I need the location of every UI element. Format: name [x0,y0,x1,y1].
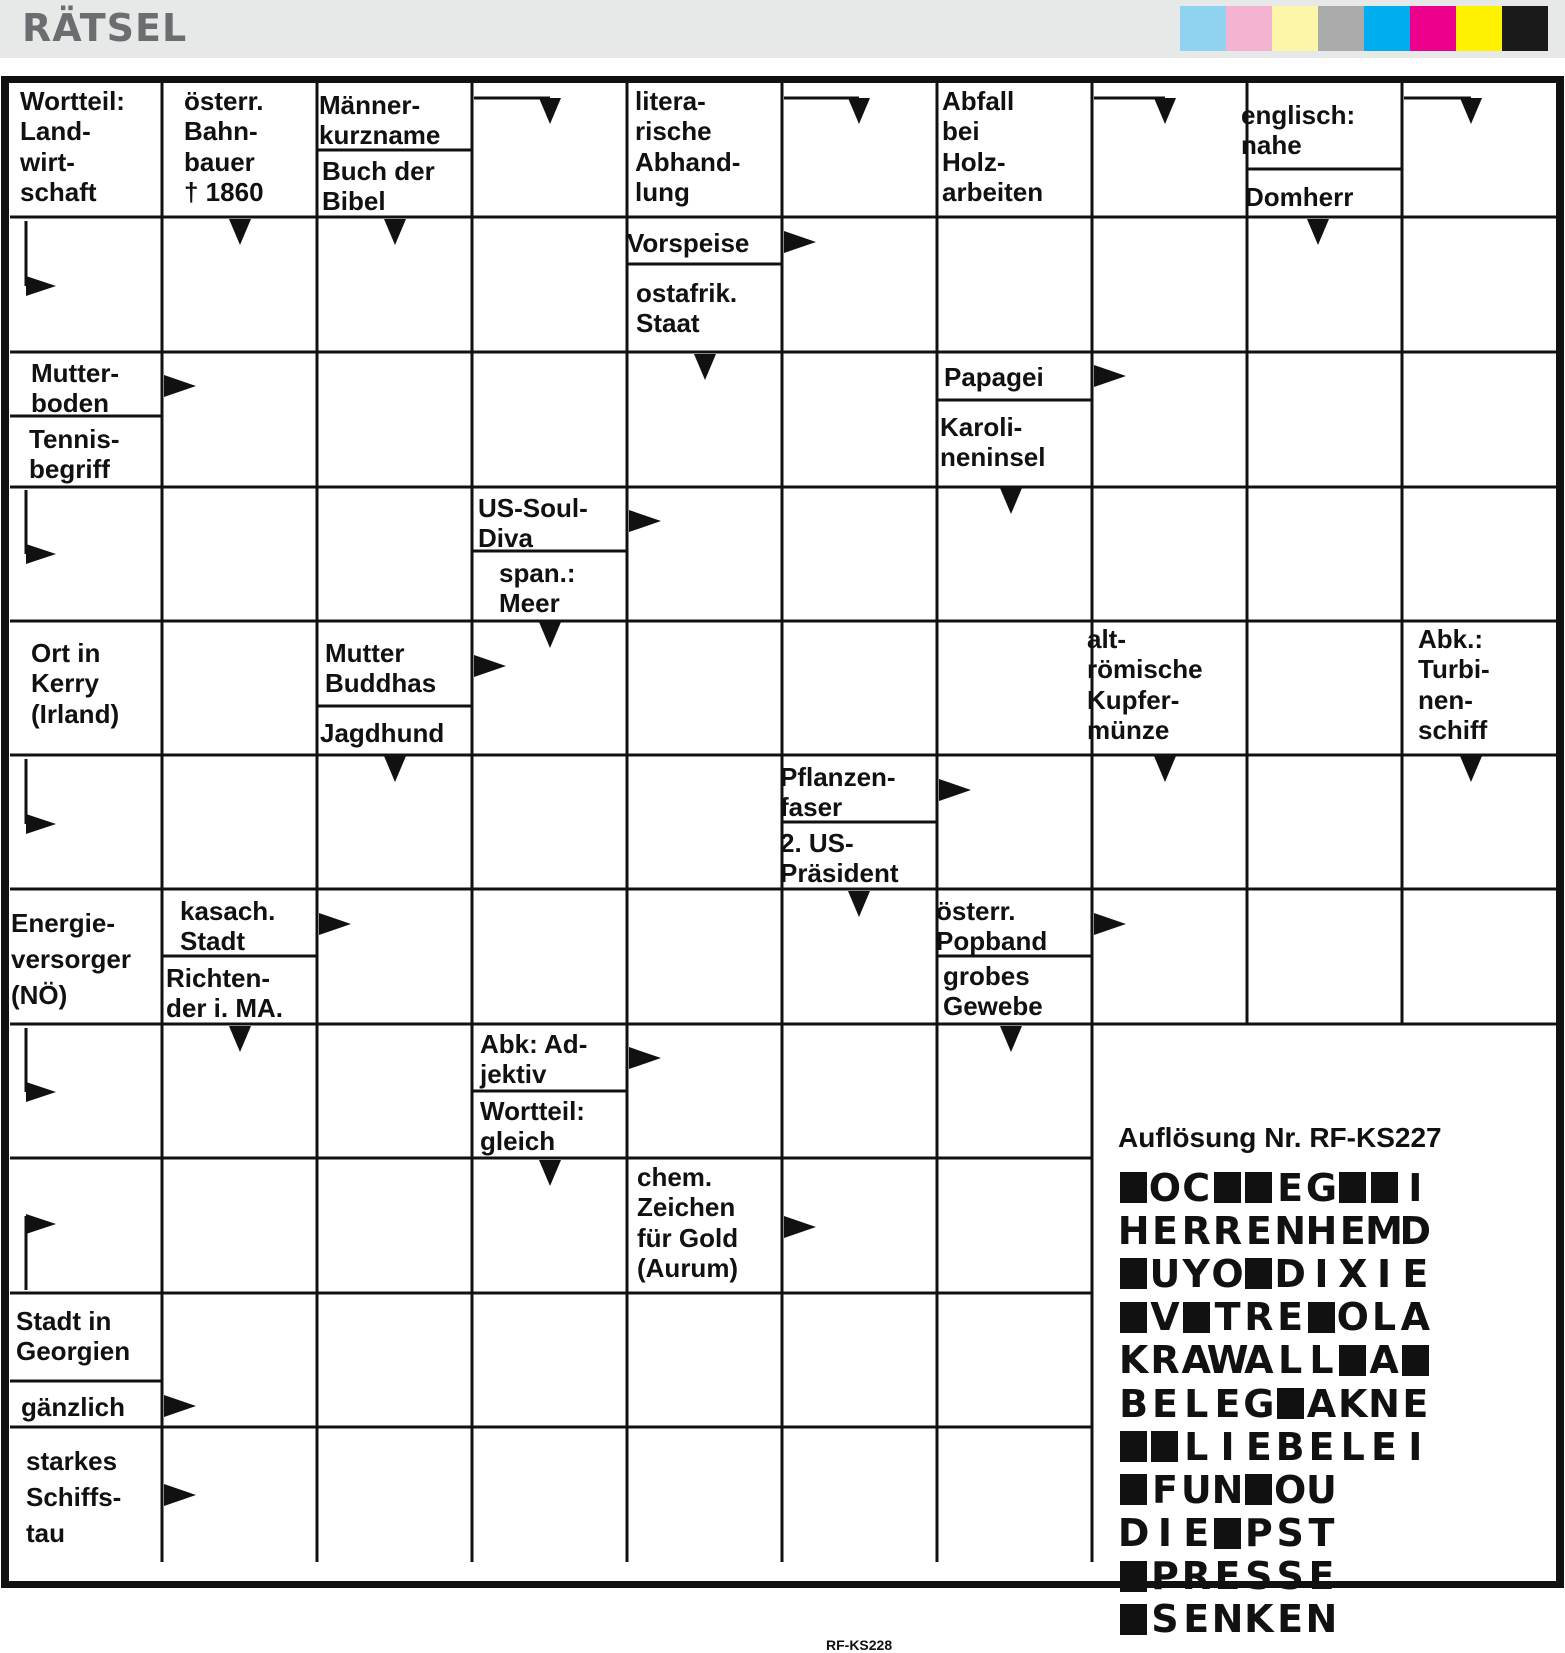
clue-ostafrik-staat: ostafrik. Staat [636,278,738,339]
solution-letter: O [1211,1251,1244,1296]
solution-letter: I [1314,1251,1329,1296]
solution-letter: E [1245,1208,1272,1253]
solution-black-cell [1368,1166,1399,1209]
solution-black-cell [1118,1468,1149,1511]
solution-letter: L [1184,1424,1209,1469]
solution-letter: H [1117,1208,1150,1253]
solution-letter: E [1245,1424,1272,1469]
arrow-down-icon [539,1160,561,1186]
solution-row [1118,1598,1431,1641]
solution-black-cell [1212,1512,1243,1555]
solution-black-cell [1243,1252,1274,1295]
solution-black-cell [1400,1339,1431,1382]
solution-letter: T [1308,1511,1335,1556]
bent-arrow-right-icon [26,814,56,834]
clue-altroemische-kupfermuenze: alt- römische Kupfer- münze [1087,624,1203,746]
solution-letter: C [1182,1165,1211,1210]
solution-letter: E [1371,1424,1397,1469]
arrow-down-icon [1000,1026,1022,1052]
solution-letter: E [1277,1165,1304,1210]
arrow-down-icon [539,622,561,648]
arrow-right-icon [1094,913,1126,935]
solution-black-cell [1118,1425,1149,1468]
arrow-down-icon [229,219,251,245]
solution-letter: N [1305,1597,1338,1642]
arrow-down-icon [1460,98,1482,124]
solution-letter: R [1150,1338,1180,1383]
solution-row [1118,1382,1431,1425]
clue-englisch-nahe: englisch: nahe [1241,100,1356,161]
solution-letter: S [1276,1554,1304,1599]
solution-letter: S [1151,1597,1179,1642]
arrow-right-icon [1094,365,1126,387]
clue-energieversorger: Energie- versorger (NÖ) [11,908,131,1010]
clue-abk-adjektiv: Abk: Ad- jektiv [480,1029,588,1090]
clue-karolineninsel: Karoli- neninsel [940,412,1046,473]
solution-row [1118,1468,1431,1511]
solution-row [1118,1209,1431,1252]
solution-letter: K [1118,1338,1149,1383]
solution-letter: E [1308,1554,1335,1599]
solution-letter: G [1305,1165,1338,1210]
solution-row [1118,1296,1431,1339]
arrow-right-icon [164,1484,196,1506]
solution-letter: L [1184,1381,1209,1426]
clue-vorspeise: Vorspeise [627,228,750,258]
solution-letter: R [1181,1208,1211,1253]
solution-letter: S [1276,1511,1304,1556]
solution-row [1118,1425,1431,1468]
solution-letter: V [1150,1295,1180,1340]
clue-pflanzenfaser: Pflanzen- faser [780,762,896,823]
arrow-down-icon [1307,219,1329,245]
solution-letter: E [1151,1208,1178,1253]
solution-letter: D [1399,1208,1432,1253]
clue-kasach-stadt: kasach. Stadt [180,896,276,957]
solution-letter: A [1181,1338,1211,1383]
clue-maennerkurzname: Männer- kurzname [319,90,441,151]
solution-letter: E [1277,1295,1304,1340]
arrow-down-icon [848,891,870,917]
solution-letter: K [1244,1597,1274,1642]
solution-letter: O [1336,1295,1369,1340]
solution-letter: P [1151,1554,1179,1599]
puzzle-code: RF-KS228 [826,1637,893,1653]
solution-black-cell [1118,1555,1149,1598]
solution-row [1118,1252,1431,1295]
clue-oesterr-popband: österr. Popband [936,896,1048,957]
solution-black-cell [1337,1339,1368,1382]
clue-span-meer: span.: Meer [499,558,576,619]
solution-letter: K [1338,1381,1368,1426]
solution-letter: N [1211,1597,1244,1642]
bent-arrow-right-icon [26,1082,56,1102]
solution-letter: D [1274,1251,1306,1296]
arrow-down-icon [848,98,870,124]
solution-letter: L [1340,1424,1365,1469]
clue-wortteil-landwirtschaft: Wortteil: Land- wirt- schaft [20,86,125,208]
solution-letter: N [1368,1381,1400,1426]
solution-letter: L [1278,1338,1303,1383]
solution-grid [1118,1166,1431,1641]
solution-letter: H [1305,1208,1338,1253]
color-swatch [1318,6,1364,51]
color-swatch [1502,6,1548,51]
solution-letter: E [1183,1511,1210,1556]
solution-letter: A [1400,1295,1431,1340]
solution-black-cell [1212,1166,1243,1209]
solution-letter: M [1365,1208,1403,1253]
solution-letter: I [1220,1424,1235,1469]
solution-letter: N [1274,1208,1307,1253]
bent-arrow-right-icon [26,544,56,564]
solution-letter: B [1275,1424,1305,1469]
solution-letter: S [1245,1554,1273,1599]
solution-letter: I [1376,1251,1392,1296]
page-title: RÄTSEL [22,6,188,50]
clue-chem-zeichen-gold: chem. Zeichen für Gold (Aurum) [637,1162,739,1284]
solution-letter: E [1339,1208,1366,1253]
solution-letter: E [1151,1381,1178,1426]
clue-literarische-abhandlung: litera- rische Abhand- lung [635,86,741,208]
clue-us-soul-diva: US-Soul- Diva [478,493,588,554]
clue-stadt-in-georgien: Stadt in Georgien [16,1306,131,1367]
solution-black-cell [1149,1425,1180,1468]
solution-letter: P [1244,1511,1273,1556]
header-bar [0,0,1565,58]
solution-letter: E [1402,1251,1429,1296]
arrow-right-icon [164,375,196,397]
solution-letter: A [1244,1338,1274,1383]
arrow-right-icon [939,779,971,801]
clue-mutter-buddhas: Mutter Buddhas [325,638,437,699]
clue-richtender: Richten- der i. MA. [166,963,284,1024]
solution-letter: I [1408,1424,1423,1469]
clue-bahnbauer: österr. Bahn- bauer † 1860 [184,86,264,208]
solution-letter: U [1180,1467,1212,1512]
clue-ort-in-kerry: Ort in Kerry (Irland) [31,638,120,729]
solution-black-cell [1118,1252,1149,1295]
solution-black-cell [1118,1296,1149,1339]
bent-arrow-right-icon [26,276,56,296]
solution-letter: T [1214,1295,1241,1340]
solution-letter: L [1371,1295,1397,1340]
solution-letter: I [1157,1511,1173,1556]
arrow-right-icon [784,231,816,253]
arrow-down-icon [1460,756,1482,782]
bent-arrow-right-icon [26,1214,56,1234]
color-swatch [1226,6,1272,51]
arrow-right-icon [784,1216,816,1238]
solution-letter: W [1206,1338,1249,1383]
color-swatch [1364,6,1410,51]
arrow-down-icon [694,354,716,380]
clue-grobes-gewebe: grobes Gewebe [943,961,1043,1022]
solution-letter: N [1211,1467,1244,1512]
clue-domherr: Domherr [1245,182,1354,212]
arrow-right-icon [164,1395,196,1417]
color-swatch [1180,6,1226,51]
solution-row [1118,1339,1431,1382]
solution-black-cell [1118,1598,1149,1641]
clue-abfall-holzarbeiten: Abfall bei Holz- arbeiten [942,86,1044,208]
solution-letter: B [1119,1381,1149,1426]
clue-buch-der-bibel: Buch der Bibel [322,156,435,217]
solution-letter: L [1309,1338,1334,1383]
solution-letter: E [1402,1381,1429,1426]
solution-letter: R [1181,1554,1211,1599]
arrow-down-icon [1154,98,1176,124]
arrow-down-icon [1154,756,1176,782]
solution-letter: D [1117,1511,1150,1556]
arrow-down-icon [384,756,406,782]
solution-black-cell [1274,1382,1305,1425]
solution-letter: F [1151,1467,1178,1512]
arrow-right-icon [629,1047,661,1069]
solution-letter: E [1214,1381,1241,1426]
clue-tennisbegriff: Tennis- begriff [29,424,120,485]
clue-gaenzlich: gänzlich [21,1392,126,1422]
solution-letter: E [1277,1597,1304,1642]
solution-black-cell [1337,1166,1368,1209]
solution-row [1118,1555,1431,1598]
solution-black-cell [1243,1468,1274,1511]
solution-letter: O [1273,1467,1307,1512]
clue-papagei: Papagei [944,362,1044,392]
clue-starkes-schiffstau: starkes Schiffs- tau [26,1446,122,1548]
solution-letter: X [1338,1251,1368,1296]
clue-jagdhund: Jagdhund [320,718,445,748]
solution-letter: A [1306,1381,1337,1426]
arrow-right-icon [474,655,506,677]
solution-letter: R [1212,1208,1243,1253]
solution-letter: O [1148,1165,1182,1210]
arrow-down-icon [539,98,561,124]
solution-row [1118,1166,1431,1209]
solution-letter: U [1306,1467,1337,1512]
solution-letter: G [1243,1381,1275,1426]
solution-letter: E [1183,1597,1210,1642]
solution-letter: I [1408,1165,1423,1210]
arrow-down-icon [384,219,406,245]
solution-letter: Y [1182,1251,1210,1296]
clue-mutterboden: Mutter- boden [31,358,120,419]
solution-black-cell [1243,1166,1274,1209]
clue-wortteil-gleich: Wortteil: gleich [480,1096,585,1157]
solution-black-cell [1118,1166,1149,1209]
color-swatch [1410,6,1456,51]
crossword-board [0,76,1565,1653]
solution-letter: R [1244,1295,1274,1340]
solution-letter: U [1149,1251,1181,1296]
arrow-down-icon [1000,488,1022,514]
arrow-right-icon [629,510,661,532]
arrow-right-icon [319,913,351,935]
color-swatches [1180,6,1548,51]
solution-black-cell [1181,1296,1212,1339]
color-swatch [1456,6,1502,51]
solution-title: Auflösung Nr. RF-KS227 [1118,1122,1442,1153]
solution-letter: E [1308,1424,1335,1469]
clue-us-praesident: 2. US- Präsident [780,828,899,889]
solution-letter: A [1369,1338,1399,1383]
arrow-down-icon [229,1026,251,1052]
clue-turbinenschiff: Abk.: Turbi- nen- schiff [1418,624,1490,746]
solution-letter: E [1214,1554,1241,1599]
solution-black-cell [1306,1296,1337,1339]
solution-row [1118,1512,1431,1555]
color-swatch [1272,6,1318,51]
